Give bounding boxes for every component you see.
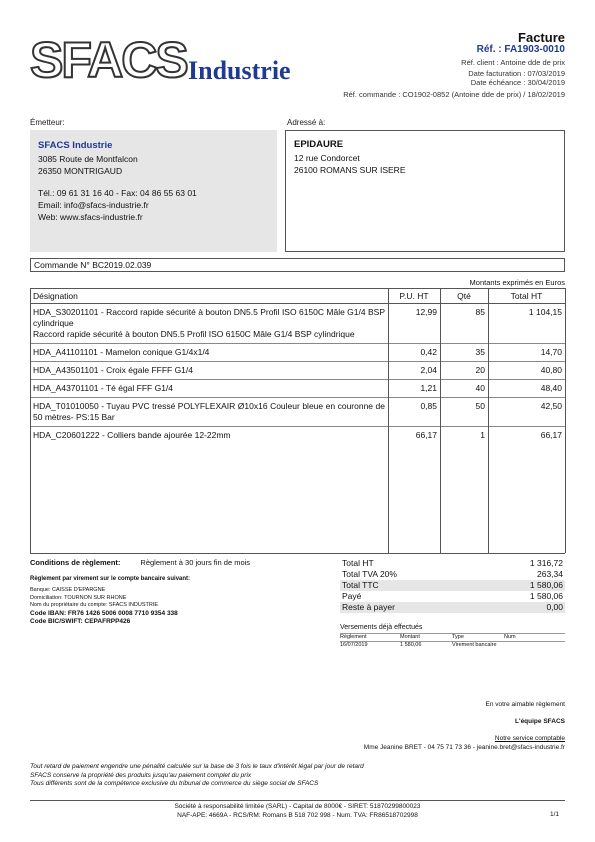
accounting-contact: Mme Jeanine BRET - 04 75 71 73 36 - jeanine.bret@sfacs-industrie.fr	[363, 744, 565, 751]
greeting: En votre aimable règlement	[485, 701, 565, 708]
item-total: 40,80	[488, 362, 565, 380]
total-value: 1 316,72	[529, 558, 563, 568]
invoice-date: Date facturation : 07/03/2019	[468, 69, 565, 78]
account-owner: Nom du propriétaire du compte: SFACS INDUSTRIE	[30, 602, 159, 608]
total-value: 1 580,06	[529, 591, 563, 601]
table-row	[30, 344, 565, 362]
header-qte: Qté	[440, 289, 488, 304]
item-total: 42,50	[488, 398, 565, 427]
bank-name: Banque: CAISSE D'EPARGNE	[30, 587, 106, 593]
emitter-email: Email: info@sfacs-industrie.fr	[38, 200, 149, 210]
item-designation: HDA_A41101101 - Mamelon conique G1/4x1/4	[30, 344, 388, 362]
emitter-phone: Tél.: 09 61 31 16 40 - Fax: 04 86 55 63 01	[38, 188, 197, 198]
payments-header-cell: Règlement	[340, 634, 367, 640]
company-logo	[30, 32, 320, 88]
total-label: Reste à payer	[342, 602, 395, 612]
table-row	[30, 304, 565, 344]
item-pu: 2,04	[388, 362, 440, 380]
table-row	[30, 427, 565, 445]
table-border-left	[30, 288, 31, 553]
totals-box	[340, 558, 565, 613]
item-pu: 12,99	[388, 304, 440, 344]
item-designation: HDA_A43701101 - Té égal FFF G1/4	[30, 380, 388, 398]
accounting-service: Notre service comptable	[494, 735, 565, 742]
bank-domiciliation: Domiciliation: TOURNON SUR RHONE	[30, 594, 127, 601]
item-designation: HDA_S30201101 - Raccord rapide sécurité à bouton DN5.5 Profil ISO 6150C Mâle G1/4 BSP cylindrique	[33, 307, 385, 328]
conditions-label: Conditions de règlement:	[30, 558, 121, 567]
page-number: 1/1	[549, 811, 559, 818]
total-label: Total TVA 20%	[342, 569, 397, 579]
emitter-box	[30, 130, 277, 252]
payments-header	[340, 633, 565, 642]
payment-amount: 1 580,06	[400, 642, 422, 648]
header-pu: P.U. HT	[388, 289, 440, 304]
payment-date: 16/07/2019	[340, 642, 368, 648]
payments-title: Versements déjà effectués	[340, 624, 423, 631]
payments-header-cell: Type	[452, 634, 464, 640]
item-total: 1 104,15	[488, 304, 565, 344]
recipient-box	[285, 130, 565, 252]
page-footer	[30, 800, 565, 820]
payments-header-cell: Montant	[400, 634, 420, 640]
item-pu: 1,21	[388, 380, 440, 398]
bic: Code BIC/SWIFT: CEPAFRPP426	[30, 617, 131, 625]
logo-brand: SFACS	[30, 32, 187, 88]
document-title: Facture	[518, 30, 565, 45]
emitter-web: Web: www.sfacs-industrie.fr	[38, 212, 143, 222]
recipient-label: Adressé à:	[287, 118, 326, 127]
table-row	[30, 362, 565, 380]
item-total: 66,17	[540, 430, 562, 440]
payments-header-cell: Num	[504, 634, 516, 640]
item-total: 14,70	[488, 344, 565, 362]
total-row	[340, 602, 565, 613]
table-border-right	[565, 288, 566, 553]
team-signature: L'équipe SFACS	[515, 718, 565, 725]
item-designation-detail: Raccord rapide sécurité à bouton DN5.5 Profil ISO 6150C Mâle G1/4 BSP cylindrique	[33, 329, 355, 339]
table-row	[30, 398, 565, 427]
header-total: Total HT	[488, 289, 565, 304]
item-designation: HDA_T01010050 - Tuyau PVC tressé POLYFLEXAIR Ø10x16 Couleur bleue en couronne de 50 mètres- PS:15 Bar	[30, 398, 388, 427]
total-row	[340, 558, 565, 569]
footer-line: NAF-APE: 4669A - RCS/RM: Romans B 518 702 998 - Num. TVA: FR86518702998	[177, 811, 418, 819]
total-label: Total HT	[342, 558, 374, 568]
conditions-value: Règlement à 30 jours fin de mois	[140, 558, 251, 567]
payment-num	[504, 642, 565, 649]
invoice-ref: Réf. : FA1903-0010	[476, 44, 565, 55]
payment-conditions	[30, 558, 330, 626]
total-value: 1 580,06	[529, 580, 563, 590]
recipient-address1: 12 rue Condorcet	[294, 153, 360, 163]
recipient-name: EPIDAURE	[294, 139, 344, 150]
emitter-address2: 26350 MONTRIGAUD	[38, 166, 123, 176]
total-value: 263,34	[537, 569, 563, 579]
currency-note: Montants exprimés en Euros	[469, 278, 565, 287]
emitter-name: SFACS Industrie	[38, 140, 113, 151]
item-qte: 1	[480, 430, 485, 440]
item-pu: 0,85	[388, 398, 440, 427]
footer-line: Société à responsabilité limitée (SARL) - Capital de 8000€ - SIRET: 51870299800023	[174, 803, 421, 810]
item-total: 48,40	[488, 380, 565, 398]
payments-made	[340, 624, 565, 649]
table-divider	[388, 288, 389, 553]
table-divider	[488, 288, 489, 553]
order-ref: Réf. commande : CO1902-0852 (Antoine dde de prix) / 18/02/2019	[343, 90, 565, 99]
client-ref: Réf. client : Antoine dde de prix	[461, 58, 565, 67]
items-table	[30, 288, 565, 444]
table-divider	[440, 288, 441, 553]
item-qte: 20	[440, 362, 488, 380]
table-header-row	[30, 289, 565, 304]
header-designation: Désignation	[30, 289, 388, 304]
table-border-bottom	[30, 553, 565, 554]
virement-title: Règlement par virement sur le compte bancaire suivant:	[30, 576, 191, 582]
item-qte: 50	[440, 398, 488, 427]
item-designation: HDA_C20601222 - Colliers bande ajourée 12-22mm	[33, 430, 231, 440]
legal-line: SFACS conserve la propriété des produits jusqu'au paiement complet du prix	[30, 771, 252, 779]
emitter-address1: 3085 Route de Montfalcon	[38, 154, 138, 164]
total-row	[340, 591, 565, 602]
iban: Code IBAN: FR76 1426 5006 0008 7710 9354 338	[30, 609, 178, 617]
item-qte: 85	[440, 304, 488, 344]
item-qte: 40	[440, 380, 488, 398]
total-label: Payé	[342, 591, 362, 601]
item-pu: 0,42	[388, 344, 440, 362]
due-date: Date échéance : 30/04/2019	[470, 78, 565, 87]
total-value: 0,00	[546, 602, 563, 612]
payment-type: Virement bancaire	[452, 642, 497, 648]
payments-row	[340, 642, 565, 649]
table-row	[30, 380, 565, 398]
total-row	[340, 569, 565, 580]
total-label: Total TTC	[342, 580, 379, 590]
logo-industry: Industrie	[188, 56, 291, 85]
item-designation: HDA_A43501101 - Croix égale FFFF G1/4	[30, 362, 388, 380]
item-pu: 66,17	[415, 430, 437, 440]
legal-notice	[30, 763, 364, 789]
total-row	[340, 580, 565, 591]
legal-line: Tous différents sont de la compétence exclusive du tribunal de commerce du siège social de SFACS	[30, 780, 319, 787]
item-qte: 35	[440, 344, 488, 362]
order-number: Commande N° BC2019.02.039	[30, 258, 565, 272]
legal-line: Tout retard de paiement engendre une pénalité calculée sur la base de 3 fois le taux d'intérêt légal par jour de retard	[30, 763, 364, 770]
recipient-address2: 26100 ROMANS SUR ISERE	[294, 165, 406, 175]
emitter-label: Émetteur:	[30, 118, 65, 127]
